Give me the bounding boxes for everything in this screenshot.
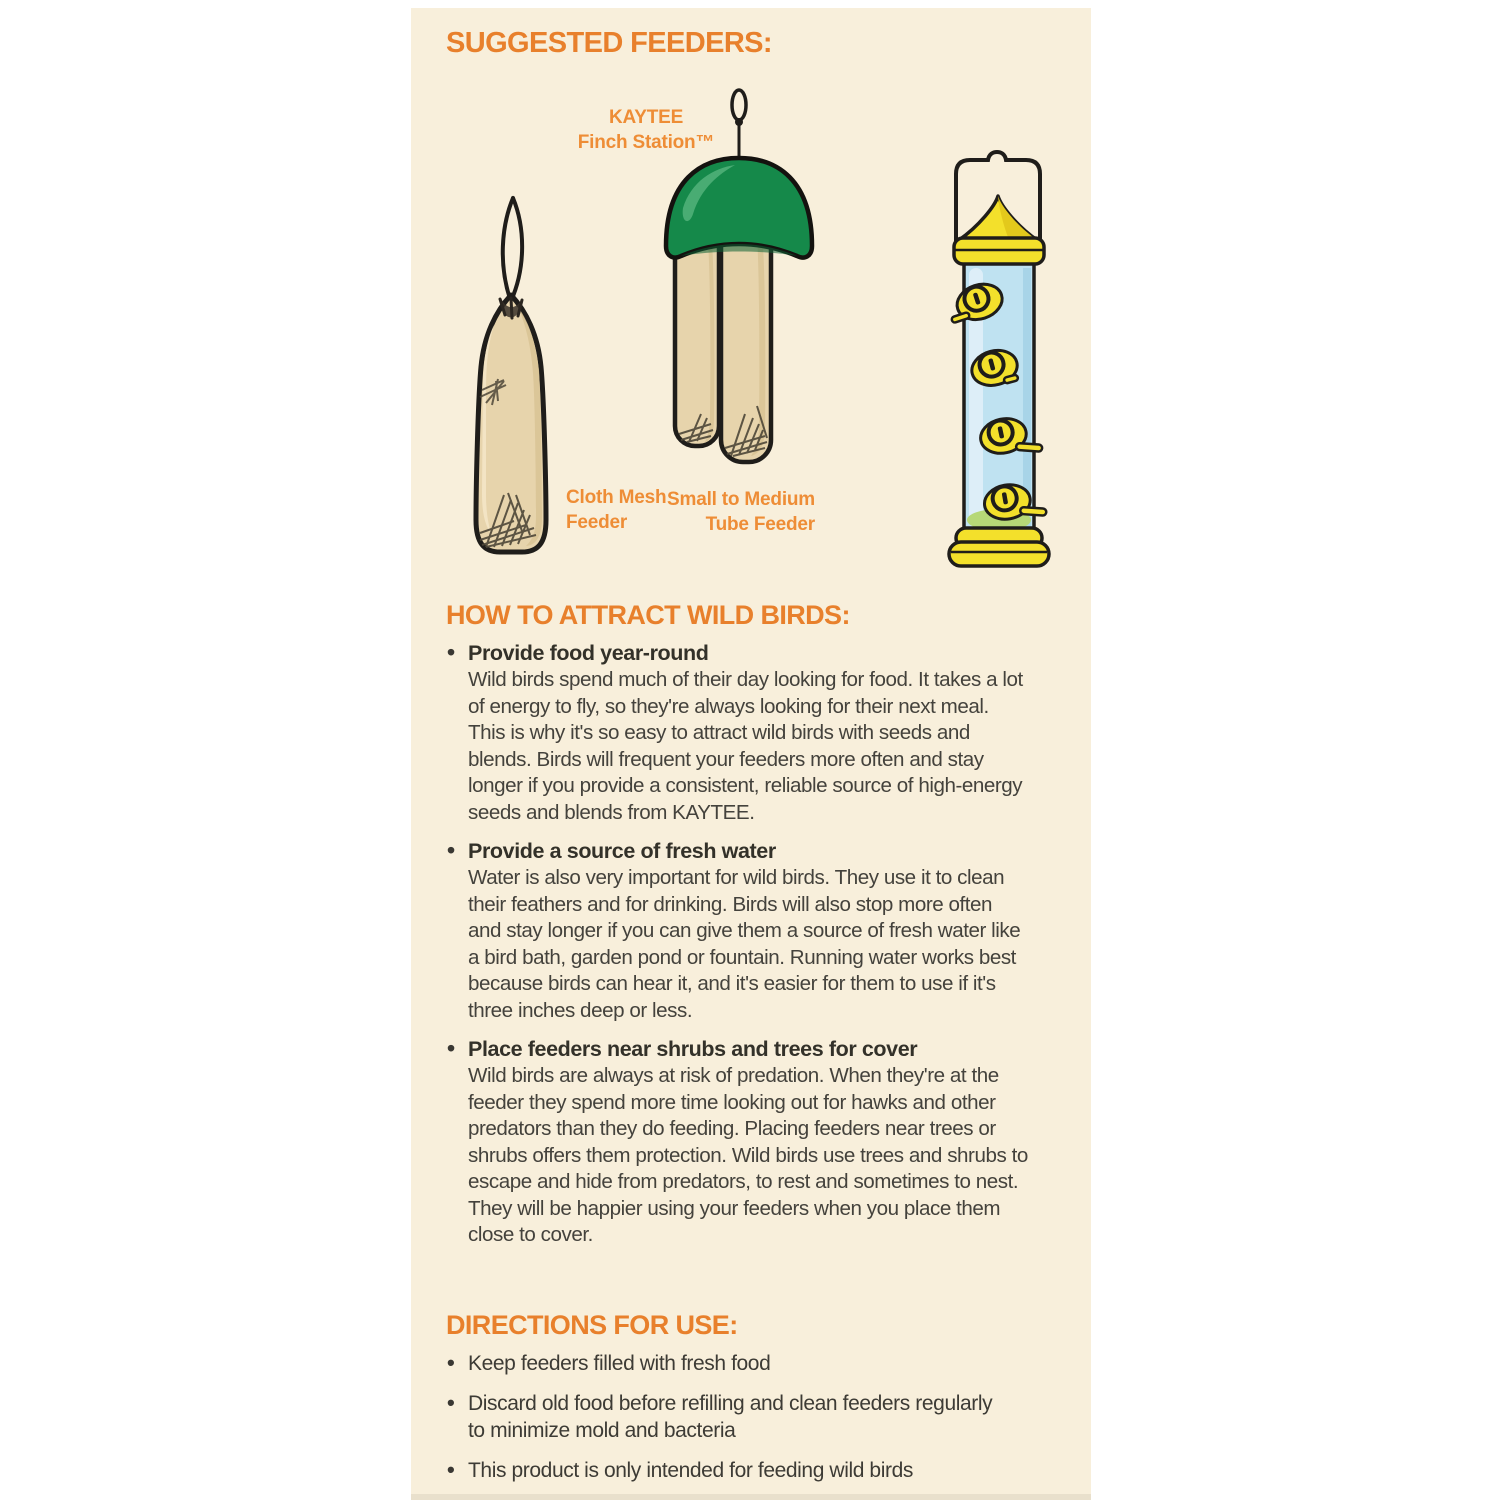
- bullet-title: • Place feeders near shrubs and trees for cover: [468, 1037, 918, 1061]
- directions-item: • Discard old food before refilling and clean feeders regularly to minimize mold and bacteria: [446, 1390, 1008, 1444]
- bullet-title: • Provide food year-round: [468, 641, 709, 665]
- tube-feeder-illustration: [939, 148, 1059, 578]
- cloth-mesh-feeder-label-line1: Cloth Mesh: [566, 487, 667, 508]
- finch-station-illustration: [661, 88, 821, 480]
- bullet-title: • Provide a source of fresh water: [468, 839, 776, 863]
- tube-feeder-label-line2: Tube Feeder: [705, 514, 815, 535]
- how-to-attract-heading: HOW TO ATTRACT WILD BIRDS:: [446, 600, 850, 630]
- cloth-mesh-feeder-label-line2: Feeder: [566, 512, 628, 533]
- tube-feeder-label-line1: Small to Medium: [667, 489, 815, 510]
- directions-item: • Keep feeders filled with fresh food: [446, 1350, 1008, 1377]
- directions-section: [446, 1310, 1024, 1497]
- how-to-attract-section: [446, 600, 1028, 1261]
- finch-station-label-line1: KAYTEE: [608, 107, 684, 128]
- attract-bullet-cover: [446, 1036, 1028, 1249]
- suggested-feeders-heading: SUGGESTED FEEDERS:: [446, 27, 772, 59]
- package-back-panel: [411, 8, 1091, 1500]
- bullet-body: Wild birds are always at risk of predation. When they're at the feeder they spend more time looking out for hawks and other predators than they do feeding. Placing feeders near trees or shrubs offers them protection. Wild birds use trees and shrubs to escape and hide from predators, to rest and sometimes to nest. They will be happier using your feeders when you place them close to cover.: [468, 1064, 1028, 1246]
- directions-heading: DIRECTIONS FOR USE:: [446, 1310, 738, 1340]
- directions-item: • This product is only intended for feeding wild birds: [446, 1457, 1008, 1484]
- attract-bullet-water: [446, 838, 1024, 1024]
- bullet-body: Wild birds spend much of their day looking for food. It takes a lot of energy to fly, so they're always looking for their next meal. This is why it's so easy to attract wild birds with seeds and blends. Birds will frequent your feeders more often and stay longer if you provide a consistent, reliable source of high-energy seeds and blends from KAYTEE.: [468, 668, 1023, 824]
- attract-bullet-food: [446, 640, 1024, 826]
- panel-bottom-edge: [411, 1494, 1091, 1500]
- cloth-mesh-feeder-illustration: [456, 195, 566, 560]
- bullet-body: Water is also very important for wild birds. They use it to clean their feathers and for drinking. Birds will also stop more often and stay longer if you can give them a source of fresh water like a bird bath, garden pond or fountain. Running water works best because birds can hear it, and it's easier for them to use if it's three inches deep or less.: [468, 866, 1021, 1022]
- tube-feeder-label: [639, 487, 815, 537]
- finch-station-label-line2: Finch Station™: [577, 132, 715, 153]
